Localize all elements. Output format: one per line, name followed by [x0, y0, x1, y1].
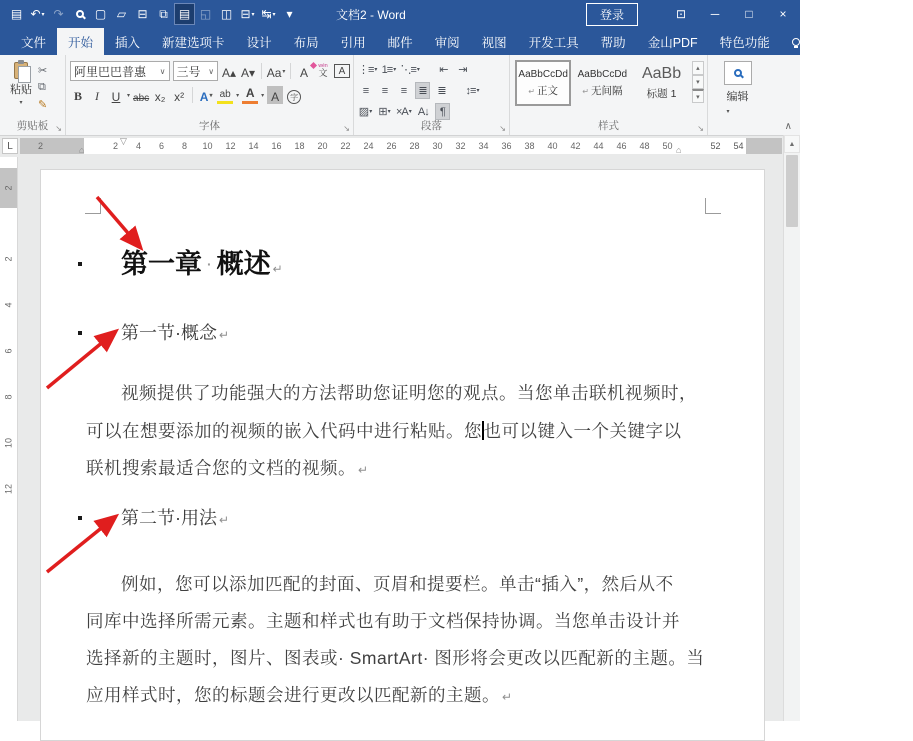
gallery-down-icon[interactable]: ▾: [692, 75, 704, 89]
font-group: 阿里巴巴普惠 ∨ 三号 ∨ A▴ A▾ Aa ▾ A wén 文 A B I U ▾ abc x₂ x² A ▾ ab ▾ A ▾ A 字 字体 ↘: [66, 55, 354, 135]
tab-selector-button[interactable]: L: [2, 138, 18, 154]
close-icon[interactable]: ×: [779, 7, 787, 21]
justify-icon[interactable]: ≣: [415, 82, 430, 99]
style-preview: AaBbCcDd: [577, 68, 628, 80]
tab-design[interactable]: 设计: [246, 35, 272, 50]
gallery-more-icon[interactable]: ▾: [692, 89, 704, 103]
editing-menu[interactable]: 编辑 ▾: [726, 91, 749, 115]
distribute-icon[interactable]: ≣: [437, 85, 446, 97]
para2-line4: 应用样式时，您的标题会进行更改以匹配新的主题。 ↵: [86, 685, 513, 705]
document-page[interactable]: [40, 169, 765, 741]
font-color-icon[interactable]: A: [242, 86, 258, 104]
print-layout-icon[interactable]: ▤: [174, 3, 195, 25]
new-document-icon[interactable]: ▢: [94, 7, 107, 21]
login-button[interactable]: 登录: [586, 3, 638, 26]
redo-icon: ↷: [53, 7, 64, 21]
enclose-characters-icon[interactable]: 字: [286, 86, 302, 104]
magnifier-icon: [76, 10, 84, 18]
para1-line1: 视频提供了功能强大的方法帮助您证明您的观点。当您单击联机视频时，: [121, 383, 697, 403]
collapse-ribbon-icon[interactable]: ∧: [784, 121, 792, 132]
styles-group-label: 样式: [598, 120, 619, 132]
font-name-select[interactable]: 阿里巴巴普惠 ∨: [70, 61, 170, 81]
strikethrough-icon[interactable]: abc: [133, 93, 150, 104]
vertical-scrollbar[interactable]: [783, 135, 800, 721]
tab-layout[interactable]: 布局: [293, 35, 319, 50]
ruler-numbers: 2 4 6 8 10 12 14 16 18 20 22 24 26 28 30 32 34 36 38 40 42 44 46 48 50: [112, 141, 673, 151]
shading-icon[interactable]: ▨ ▾: [358, 106, 373, 118]
subscript-icon[interactable]: x₂: [154, 90, 166, 104]
ruler-left-margin-number: 2: [38, 141, 44, 151]
paragraph-group-label: 段落: [421, 120, 442, 132]
vruler-margin-number: 2: [3, 185, 14, 191]
chevron-down-icon: ∨: [159, 66, 166, 76]
tab-developer[interactable]: 开发工具: [528, 35, 579, 50]
change-case-icon[interactable]: Aa ▾: [266, 66, 286, 80]
chevron-down-icon: ∨: [208, 66, 215, 76]
font-dialog-launcher-icon[interactable]: ↘: [343, 124, 350, 133]
minimize-icon[interactable]: ─: [710, 7, 720, 21]
font-group-label: 字体: [199, 120, 220, 132]
undo-caret-icon[interactable]: ▾: [41, 11, 45, 18]
horizontal-ruler: [20, 138, 782, 154]
paste-label: 粘贴: [10, 84, 32, 96]
para2-line3: 选择新的主题时，图片、图表或· SmartArt· 图形将会更改以匹配新的主题。当: [86, 648, 705, 668]
tab-home[interactable]: 开始: [57, 28, 104, 55]
lightbulb-icon: [792, 38, 800, 46]
align-center-icon[interactable]: ≡: [381, 84, 388, 97]
save-icon[interactable]: ▤: [10, 7, 23, 21]
tab-review[interactable]: 审阅: [434, 35, 460, 50]
align-left-icon[interactable]: ≡: [362, 84, 369, 97]
pilcrow-mark: ↵: [502, 690, 513, 704]
multilevel-list-icon[interactable]: ⋱≡ ▾: [400, 64, 420, 76]
paste-special-icon[interactable]: ⊟ ▾: [240, 7, 255, 21]
character-shading-icon[interactable]: A: [267, 86, 283, 104]
phonetic-guide-icon[interactable]: wén 文: [318, 63, 328, 78]
paragraph-group: [354, 55, 510, 135]
search-icon: [734, 69, 742, 77]
sort-icon[interactable]: A↓: [417, 105, 429, 118]
bold-icon[interactable]: B: [73, 89, 82, 103]
para2-line2: 同库中选择所需元素。主题和样式也有助于文档保持协调。当您单击设计并: [86, 611, 680, 631]
clipboard-group-label: 剪贴板: [16, 120, 49, 132]
highlight-color-icon[interactable]: ab: [217, 86, 233, 104]
show-formatting-marks-icon[interactable]: ¶: [435, 103, 450, 120]
draw-table-icon: ◱: [199, 7, 212, 21]
paste-icon[interactable]: ⊟: [137, 7, 148, 21]
text-effects-icon[interactable]: A ▾: [199, 90, 213, 104]
style-heading-1[interactable]: [633, 60, 689, 106]
left-indent-marker[interactable]: ⌂: [79, 145, 85, 155]
paste-button[interactable]: [4, 59, 38, 120]
ribbon-tab-bar: [0, 28, 903, 55]
pilcrow-mark: ↵: [219, 513, 230, 527]
space-mark: ·: [207, 256, 212, 272]
tab-view[interactable]: 视图: [481, 35, 507, 50]
tab-help[interactable]: 帮助: [600, 35, 626, 50]
line-spacing-icon[interactable]: ↕≡ ▾: [465, 84, 480, 97]
gallery-up-icon[interactable]: ▴: [692, 61, 704, 75]
styles-dialog-launcher-icon[interactable]: ↘: [697, 124, 704, 133]
style-no-spacing[interactable]: [574, 60, 630, 106]
clipboard-icon: [14, 62, 28, 79]
document-area: [0, 157, 783, 721]
styles-group: [510, 55, 708, 135]
margin-crop-mark: [705, 198, 721, 214]
tab-insert[interactable]: 插入: [115, 35, 141, 50]
ribbon: [0, 55, 800, 136]
vertical-ruler: [0, 157, 18, 721]
para1-line2: 可以在想要添加的视频的嵌入代码中进行粘贴。您也可以键入一个关键字以: [86, 421, 682, 441]
tab-kingsoft-pdf[interactable]: 金山PDF: [647, 35, 698, 50]
ribbon-display-options-icon[interactable]: ⊡: [675, 7, 687, 21]
character-border-icon[interactable]: A: [334, 64, 350, 78]
ruler-right-numbers: 52 54: [710, 141, 744, 151]
decrease-indent-icon[interactable]: ⇤: [439, 64, 448, 76]
style-normal[interactable]: [515, 60, 571, 106]
style-preview: AaBb: [641, 65, 682, 82]
pilcrow-mark: ↵: [272, 262, 283, 276]
maximize-icon[interactable]: □: [745, 7, 753, 21]
search-button[interactable]: [724, 61, 752, 85]
increase-indent-icon[interactable]: ⇥: [458, 64, 467, 76]
ruler-row: [0, 136, 800, 157]
pilcrow-mark: ↵: [358, 463, 369, 477]
person-icon: [863, 36, 873, 47]
borders-icon[interactable]: ⊞ ▾: [378, 106, 391, 118]
tab-custom[interactable]: 新建选项卡: [162, 35, 225, 50]
quick-access-toolbar: [0, 3, 300, 25]
style-name: ↵ 无间隔: [582, 84, 623, 97]
tab-mailings[interactable]: 邮件: [387, 35, 413, 50]
customize-qat-icon[interactable]: ▾: [286, 7, 293, 21]
window-title: 文档2 - Word: [336, 7, 406, 22]
cut-icon[interactable]: ✂: [38, 64, 48, 77]
scrollbar-thumb[interactable]: [786, 155, 798, 227]
para2-line1: 例如，您可以添加匹配的封面、页眉和提要栏。单击“插入”，然后从不: [121, 574, 674, 594]
style-gallery-scroll: [692, 61, 704, 120]
font-size-select[interactable]: 三号 ∨: [173, 61, 219, 81]
scroll-up-icon[interactable]: ▲: [784, 135, 800, 153]
heading-bullet: [78, 331, 82, 335]
style-name: ↵ 正文: [528, 84, 558, 97]
clear-formatting-icon[interactable]: A: [296, 62, 312, 80]
open-folder-icon[interactable]: ▱: [116, 7, 127, 21]
format-painter-icon[interactable]: ✎: [38, 98, 48, 111]
print-preview-icon[interactable]: [69, 3, 90, 25]
align-right-icon[interactable]: ≡: [400, 84, 407, 97]
vruler-numbers: 2 4 6 8 10 12: [3, 256, 14, 495]
paste-caret-icon[interactable]: ▾: [19, 100, 23, 106]
shrink-font-icon[interactable]: A▾: [241, 66, 256, 80]
right-indent-marker[interactable]: ⌂: [676, 145, 682, 155]
style-name: 标题 1: [646, 88, 677, 100]
char-spacing-icon[interactable]: ↹ ▾: [261, 7, 276, 21]
paragraph-dialog-launcher-icon[interactable]: ↘: [499, 124, 506, 133]
underline-icon[interactable]: U: [111, 90, 121, 104]
title-bar: [0, 0, 800, 28]
tab-file[interactable]: 文件: [21, 35, 47, 50]
clipboard-dialog-launcher-icon[interactable]: ↘: [55, 124, 62, 133]
section1-heading: 第一节·概念 ↵: [121, 323, 230, 343]
first-line-indent-marker[interactable]: ▽: [120, 136, 127, 146]
heading-bullet: [78, 516, 82, 520]
italic-icon[interactable]: I: [95, 89, 99, 103]
pilcrow-mark: ↵: [219, 328, 230, 342]
chapter-heading: 第一章 · 概述 ↵: [121, 249, 283, 279]
asian-layout-icon[interactable]: ×A ▾: [396, 105, 412, 118]
numbering-icon[interactable]: 1≡ ▾: [381, 63, 397, 76]
clipboard-group: [0, 55, 66, 135]
multi-page-icon[interactable]: ◫: [220, 7, 233, 21]
undo-icon[interactable]: ↶ ▾: [30, 7, 45, 21]
superscript-icon[interactable]: x²: [174, 90, 185, 104]
editing-group: [708, 55, 766, 135]
margin-crop-mark: [85, 198, 101, 214]
style-preview: AaBbCcDd: [518, 68, 568, 80]
tab-share[interactable]: 共享: [852, 28, 913, 55]
tab-references[interactable]: 引用: [340, 35, 366, 50]
tab-special-features[interactable]: 特色功能: [719, 35, 770, 50]
bullets-icon[interactable]: ⋮≡ ▾: [358, 64, 378, 76]
copy-small-icon[interactable]: ⧉: [38, 80, 46, 93]
para1-line3: 联机搜索最适合您的文档的视频。 ↵: [86, 458, 369, 478]
grow-font-icon[interactable]: A▴: [222, 66, 237, 80]
section2-heading: 第二节·用法 ↵: [121, 508, 230, 528]
copy-icon[interactable]: ⧉: [159, 6, 168, 21]
heading-bullet: [78, 262, 82, 266]
tab-tell-me[interactable]: 告诉我: [781, 28, 853, 55]
